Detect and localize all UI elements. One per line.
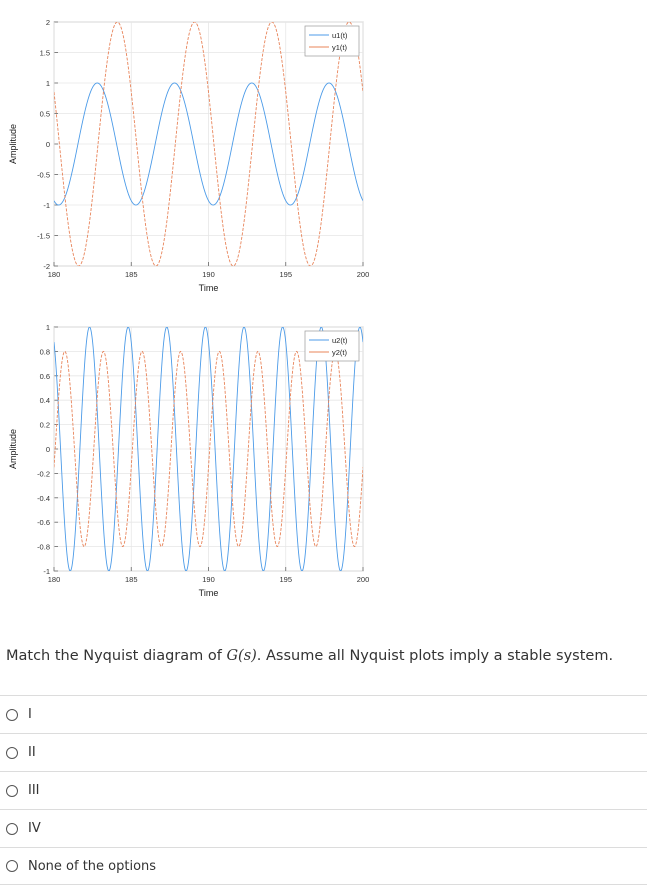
radio-button-icon[interactable]	[6, 823, 18, 835]
option-label: I	[28, 707, 32, 722]
legend-label: y1(t)	[332, 43, 347, 52]
y-axis-label: Amplitude	[8, 123, 18, 165]
y-tick-label: 0	[45, 445, 50, 454]
y-tick-label: 2	[45, 18, 50, 27]
y-tick-label: -0.8	[37, 542, 50, 552]
y-tick-label: 0.6	[39, 371, 50, 381]
y-tick-label: 1	[45, 323, 50, 332]
legend-label: u2(t)	[332, 336, 348, 345]
radio-button-icon[interactable]	[6, 860, 18, 872]
option-label: IV	[28, 821, 41, 836]
option-iv[interactable]	[0, 809, 647, 847]
x-tick-label: 180	[47, 575, 61, 584]
option-iii[interactable]	[0, 771, 647, 809]
x-tick-label: 190	[202, 575, 215, 584]
option-none[interactable]	[0, 847, 647, 885]
y-tick-label: 0	[45, 140, 50, 149]
y-axis-label: Amplitude	[8, 428, 18, 470]
y-tick-label: 1.5	[39, 48, 50, 58]
x-tick-label: 200	[356, 575, 370, 584]
plot-1-svg	[0, 0, 380, 300]
question-text	[6, 648, 642, 664]
plot-2-svg	[0, 305, 380, 605]
x-tick-label: 190	[202, 270, 215, 279]
question-suffix: . Assume all Nyquist plots imply a stable system.	[256, 648, 614, 664]
y-tick-label: -1	[43, 567, 50, 576]
y-tick-label: 0.8	[39, 347, 50, 357]
y-tick-label: -1.5	[37, 231, 50, 241]
legend-label: y2(t)	[332, 348, 347, 357]
y-tick-label: -0.2	[37, 469, 50, 479]
option-label: III	[28, 783, 40, 798]
y-tick-label: 0.4	[39, 396, 50, 406]
question-prefix: Match the Nyquist diagram of	[6, 648, 227, 664]
plot-1	[0, 0, 380, 300]
y-tick-label: -2	[43, 262, 50, 271]
y-tick-label: 1	[45, 79, 50, 88]
x-tick-label: 185	[124, 270, 138, 279]
x-tick-label: 180	[47, 270, 61, 279]
option-label: None of the options	[28, 858, 157, 874]
y-tick-label: -0.6	[37, 518, 50, 528]
x-axis-label: Time	[198, 283, 219, 293]
radio-button-icon[interactable]	[6, 709, 18, 721]
x-tick-label: 195	[279, 270, 293, 279]
y-tick-label: 0.2	[39, 420, 50, 430]
option-ii[interactable]	[0, 733, 647, 771]
question-math: G(s)	[226, 648, 257, 664]
plot-2	[0, 305, 380, 605]
answer-options	[0, 695, 647, 885]
radio-button-icon[interactable]	[6, 785, 18, 797]
x-tick-label: 185	[124, 575, 138, 584]
x-tick-label: 195	[279, 575, 293, 584]
y-tick-label: -0.5	[37, 170, 50, 180]
legend-label: u1(t)	[332, 31, 348, 40]
y-tick-label: -1	[43, 201, 50, 210]
option-i[interactable]	[0, 695, 647, 733]
y-tick-label: -0.4	[37, 493, 50, 503]
option-label: II	[28, 745, 36, 760]
radio-button-icon[interactable]	[6, 747, 18, 759]
y-tick-label: 0.5	[39, 109, 50, 119]
x-tick-label: 200	[356, 270, 370, 279]
x-axis-label: Time	[198, 588, 219, 598]
